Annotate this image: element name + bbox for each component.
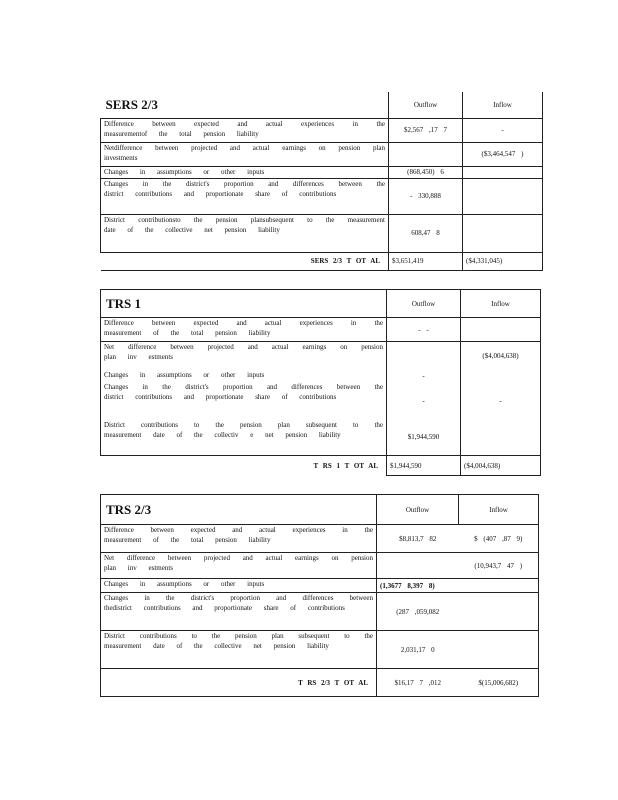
table-title: SERS 2/3 — [101, 92, 389, 118]
row-label: Changes in assumptions or other inputs — [101, 370, 387, 382]
row-label: Difference between expected and actual experiences in the measurement of the total pension liability — [101, 525, 377, 553]
trs1-table — [100, 289, 541, 476]
row-inflow — [463, 166, 543, 178]
row-label: Difference between expected and actual experiences in the measurement of the total pension liability — [101, 318, 387, 342]
table-row — [101, 579, 539, 593]
total-outflow: $3,651,419 — [389, 252, 463, 270]
row-outflow — [389, 142, 463, 166]
total-inflow: $(15,006,682) — [459, 669, 539, 697]
inflow-header: Inflow — [461, 290, 541, 318]
table-row — [101, 420, 541, 456]
total-inflow: ($4,004,638) — [461, 456, 541, 476]
table-row — [101, 593, 539, 631]
total-row — [101, 252, 543, 270]
table-row — [101, 370, 541, 382]
row-inflow — [463, 178, 543, 214]
table-row — [101, 318, 541, 342]
row-outflow: $1,944,590 — [387, 420, 461, 456]
row-label: Net difference between projected and actual earnings on pension plan inv estments — [101, 553, 377, 579]
row-inflow — [463, 214, 543, 252]
outflow-header: Outflow — [389, 92, 463, 118]
row-label: District contributions to the pension plan subsequent to the measurement date of the collective net pension liability — [101, 631, 377, 669]
row-label: District contributionsto the pension plansubsequent to the measurement date of the collective net pension liability — [101, 214, 389, 252]
row-inflow — [459, 593, 539, 631]
row-inflow — [461, 370, 541, 382]
row-label: District contributions to the pension plan subsequent to the measurement date of the collectiv e net pension liability — [101, 420, 387, 456]
row-outflow: - - — [387, 318, 461, 342]
row-inflow — [461, 318, 541, 342]
table-row — [101, 214, 543, 252]
row-label: Difference between expected and actual experiences in the measurementof the total pension liability — [101, 118, 389, 142]
row-inflow — [459, 631, 539, 669]
trs23-table — [100, 494, 539, 697]
total-outflow: $1,944,590 — [387, 456, 461, 476]
inflow-header: Inflow — [459, 495, 539, 525]
row-outflow: $8,813,7 82 — [377, 525, 459, 553]
table-row — [101, 631, 539, 669]
outflow-header: Outflow — [377, 495, 459, 525]
table-row — [101, 382, 541, 420]
row-outflow: - — [387, 382, 461, 420]
row-label: Net difference between projected and actual earnings on pension plan inv estments — [101, 342, 387, 370]
total-label: SERS 2/3 T OT AL — [101, 252, 389, 270]
row-outflow: - — [387, 370, 461, 382]
total-inflow: ($4,331,045) — [463, 252, 543, 270]
row-label: Changes in the district's proportion and differences between thedistrict contributions and proportionate share of contributions — [101, 593, 377, 631]
row-outflow: 608,47 8 — [389, 214, 463, 252]
table-row — [101, 166, 543, 178]
row-label: Netdifference between projected and actual earnings on pension plan investments — [101, 142, 389, 166]
outflow-header: Outflow — [387, 290, 461, 318]
row-inflow: ($3,464,547 ) — [463, 142, 543, 166]
total-row — [101, 669, 539, 697]
row-label: Changes in assumptions or other inputs — [101, 579, 377, 593]
row-outflow: (1,3677 8,397 8) — [377, 579, 459, 593]
table-row — [101, 142, 543, 166]
row-outflow: $2,567 ,17 7 — [389, 118, 463, 142]
table-row — [101, 553, 539, 579]
total-outflow: $16,17 7 ,012 — [377, 669, 459, 697]
table-row — [101, 342, 541, 370]
row-inflow — [461, 420, 541, 456]
table-row — [101, 178, 543, 214]
row-outflow: - 330,888 — [389, 178, 463, 214]
sers-table — [100, 92, 543, 271]
row-inflow: - — [463, 118, 543, 142]
row-inflow — [459, 579, 539, 593]
total-label: T RS 2/3 T OT AL — [101, 669, 377, 697]
total-label: T RS 1 T OT AL — [101, 456, 387, 476]
row-outflow: (868,450) 6 — [389, 166, 463, 178]
row-label: Changes in the district's proportion and differences between the district contributions and proportionate share of contributions — [101, 178, 389, 214]
row-label: Changes in assumptions or other inputs — [101, 166, 389, 178]
row-inflow: $ (407 ,87 9) — [459, 525, 539, 553]
table-row — [101, 118, 543, 142]
row-outflow: (287 ,059,082 — [377, 593, 459, 631]
table-title: TRS 1 — [101, 290, 387, 318]
row-label: Changes in the district's proportion and differences between the district contributions and proportionate share of contributions — [101, 382, 387, 420]
row-inflow: (10,943,7 47 ) — [459, 553, 539, 579]
row-outflow — [377, 553, 459, 579]
row-outflow: 2,031,17 0 — [377, 631, 459, 669]
row-inflow: ($4,004,638) — [461, 342, 541, 370]
inflow-header: Inflow — [463, 92, 543, 118]
row-inflow: - — [461, 382, 541, 420]
table-row — [101, 525, 539, 553]
row-outflow — [387, 342, 461, 370]
table-title: TRS 2/3 — [101, 495, 377, 525]
total-row — [101, 456, 541, 476]
